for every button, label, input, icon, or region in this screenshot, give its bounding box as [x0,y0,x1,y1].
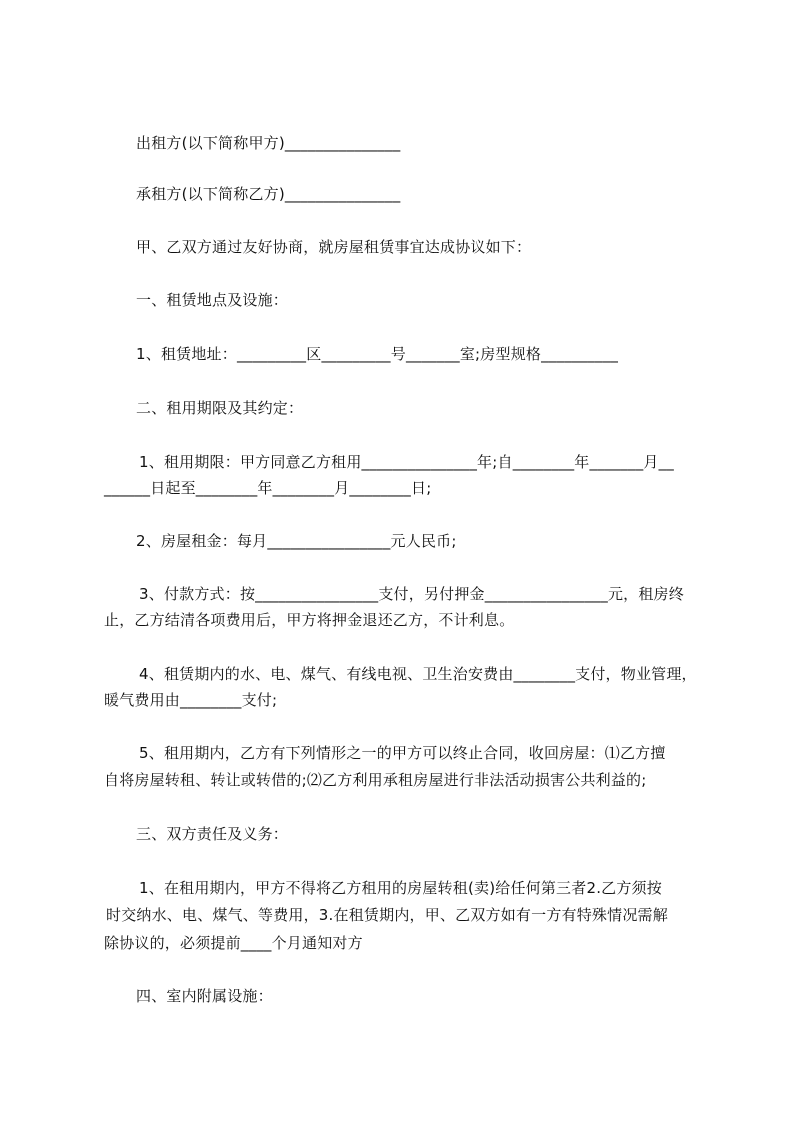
section-2-item-1-line-2: ______日起至________年________月________日; [104,479,432,497]
section-3-item-1-line-2: 时交纳水、电、煤气、等费用，3.在租赁期内，甲、乙双方如有一方有特殊情况需解 [106,906,668,924]
section-4-heading: 四、室内附属设施： [136,987,273,1005]
party-a-line: 出租方(以下简称甲方)_______________ [136,134,401,152]
section-2-item-2: 2、房屋租金：每月________________元人民币; [136,532,457,550]
section-1-heading: 一、租赁地点及设施： [136,291,289,309]
section-1-item-1: 1、租赁地址：_________区_________号_______室;房型规格__________ [136,345,619,363]
intro-paragraph: 甲、乙双方通过友好协商，就房屋租赁事宜达成协议如下： [136,238,532,256]
section-2-item-4-line-1: 4、租赁期内的水、电、煤气、有线电视、卫生治安费由________支付，物业管理， [139,665,697,683]
section-2-item-3-line-1: 3、付款方式：按________________支付，另付押金________________元，租房终 [139,585,684,603]
section-2-item-1-line-1: 1、租用期限：甲方同意乙方租用_______________年;自________年_______月__ [139,453,674,471]
section-2-item-5-line-1: 5、租用期内，乙方有下列情形之一的甲方可以终止合同，收回房屋：⑴乙方擅 [139,744,666,762]
party-b-line: 承租方(以下简称乙方)_______________ [136,185,401,203]
section-2-item-5-line-2: 自将房屋转租、转让或转借的;⑵乙方利用承租房屋进行非法活动损害公共利益的; [104,771,647,789]
section-2-item-4-line-2: 暖气费用由________支付; [104,691,278,709]
section-2-item-3-line-2: 止，乙方结清各项费用后，甲方将押金退还乙方，不计利息。 [104,611,515,629]
section-3-item-1-line-3: 除协议的，必须提前____个月通知对方 [104,934,363,952]
section-3-heading: 三、双方责任及义务： [136,825,289,843]
section-2-heading: 二、租用期限及其约定： [136,399,304,417]
section-3-item-1-line-1: 1、在租用期内，甲方不得将乙方租用的房屋转租(卖)给任何第三者2.乙方须按 [139,879,662,897]
